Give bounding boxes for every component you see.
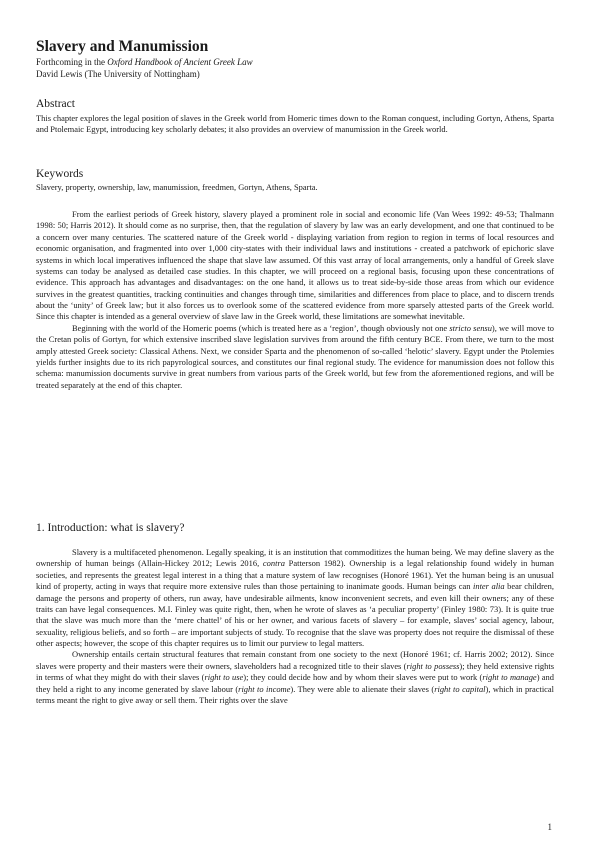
keywords-text: Slavery, property, ownership, law, manumission, freedmen, Gortyn, Athens, Sparta. bbox=[36, 182, 318, 192]
italic-run: right to possess bbox=[406, 660, 460, 671]
italic-run: right to capital bbox=[434, 683, 486, 694]
italic-run: right to income bbox=[238, 683, 291, 694]
book-title: Oxford Handbook of Ancient Greek Law bbox=[107, 57, 253, 67]
abstract-text: This chapter explores the legal position of slaves in the Greek world from Homeric times down to the Roman conquest, including Gortyn, Athens, Sparta and Ptolemaic Egypt, introducing key scholarly debates; it also provides an overview of manumission in the Greek world. bbox=[36, 113, 554, 135]
intro-paragraph-1: From the earliest periods of Greek history, slavery played a prominent role in social and economic life (Van Wees 1992: 49-53; Thalmann 1998: 50; Harris 2012). It should come as no surprise, then, that the regulation of slavery by law was an early development, and one that continued to be a concern over many centuries. The scattered nature of the Greek world - displaying variation from region to region in terms of local resources and economic organisation, and fragmented into over 1,000 city-states with their individual laws and institutions - created a patchwork of epichoric slave systems in which local imperatives influenced the shape that slave law assumed. Of this vast array of local arrangements, only a handful of Greek slave systems can today be analysed as detailed case studies. In this chapter, we will proceed on a regional basis, focusing upon these concentrations of evidence. This approach has advantages and disadvantages: on the one hand, it allows us to treat side-by-side those areas from which our evidence survives in the greatest quantities, tracking continuities and changes through time, similarities and differences from place to place, and to discern trends about the ‘unity’ of Greek law; but it also forces us to overlook some of the scattered evidence from more sparsely attested parts of the Greek world. Since this chapter is intended as a general overview of slave law in the Greek world, these limitations are somewhat inevitable. bbox=[36, 209, 554, 322]
text-run: Beginning with the world of the Homeric poems (which is treated here as a ‘region’, though obviously not one bbox=[72, 322, 450, 333]
text-run: ). They were able to alienate their slaves ( bbox=[290, 683, 435, 694]
text-run: ), which in practical terms meant the right to give away or sell them. Their rights over the slave bbox=[36, 683, 554, 705]
page-number: 1 bbox=[547, 822, 552, 832]
italic-run: right to manage bbox=[482, 672, 537, 683]
keywords-heading: Keywords bbox=[36, 168, 84, 180]
italic-run: contra bbox=[262, 558, 285, 569]
abstract-section bbox=[36, 97, 554, 136]
abstract-heading: Abstract bbox=[36, 98, 75, 110]
italic-run: inter alia bbox=[473, 581, 505, 592]
section-1-paragraph-1 bbox=[36, 547, 554, 649]
text-run: bear children, damage the persons and property of others, run away, have undesirable ailments, know inconvenient secrets, and even kill their owners; any of these traits can have legal consequences. M.I. Finley was quite right, then, when he wrote of slaves as ‘a peculiar property’ (Finley 1980: 73). It is quite true that the slave was much more than the ‘mere chattel’ of his or her owner, and various facets of slavery – for example, slaves’ social agency, labour, sexuality, religious beliefs, and so forth – are important subjects of study. To recognise that the slave was property does not require the dismissal of these other aspects; however, the scope of this chapter requires us to limit our purview to legal matters. bbox=[36, 581, 554, 648]
text-run: Slavery is a multifaceted phenomenon. Legally speaking, it is an institution that commoditizes the human being. We may define slavery as the ownership of human beings (Allain-Hickey 2012; Lewis 2016, bbox=[36, 547, 554, 569]
text-run: Patterson 1982). Ownership is a legal relationship found widely in human societies, and represents the greatest legal interest in a thing that a mature system of law recognises (Honoré 1961). Yet the human being is an unusual kind of property, acting in ways that require more extensive rules than those pertaining to inanimate goods. Human beings can bbox=[36, 558, 554, 592]
text-run: ); they held extensive rights in terms of what they might do with their slaves ( bbox=[36, 660, 554, 683]
italic-run: right to use bbox=[204, 672, 244, 683]
intro-body bbox=[36, 209, 554, 391]
paper-title: Slavery and Manumission bbox=[36, 38, 209, 55]
section-1-paragraph-2 bbox=[36, 649, 554, 706]
section-1 bbox=[36, 521, 554, 535]
text-run: Ownership entails certain structural features that remain constant from one society to the next (Honoré 1961; cf. Harris 2002; 2012). Since slaves were property and their masters were their owners, slaveholders had a recognized title to their slaves ( bbox=[36, 649, 554, 671]
text-run: ); they could decide how and by whom their slaves were put to work ( bbox=[243, 672, 483, 683]
italic-run: stricto sensu bbox=[449, 322, 492, 333]
text-run: ) and they held a right to any income generated by slave labour ( bbox=[36, 672, 554, 694]
forthcoming-line bbox=[36, 57, 554, 69]
text-run: ), we will move to the Cretan polis of Gortyn, for which extensive inscribed slave legislation survives from around the fifth century BCE. From there, we turn to the most amply attested Greek society: Classical Athens. Next, we consider Sparta and the phenomenon of so-called ‘helotic’ slavery. Egypt under the Ptolemies yields further insights due to its rich papyrological sources, and constitutes our final regional study. The evidence for manumission does not follow this schema: manumission documents survive in great numbers from various parts of the Greek world, but few from the aforementioned regions, and will be treated separately at the end of this chapter. bbox=[36, 322, 554, 390]
intro-paragraph-2 bbox=[36, 323, 554, 391]
forthcoming-prefix: Forthcoming in the bbox=[36, 57, 108, 67]
title-block bbox=[36, 38, 554, 80]
keywords-section bbox=[36, 167, 554, 193]
section-1-body bbox=[36, 547, 554, 706]
section-1-heading: 1. Introduction: what is slavery? bbox=[36, 522, 185, 534]
author-line: David Lewis (The University of Nottingham) bbox=[36, 68, 200, 79]
